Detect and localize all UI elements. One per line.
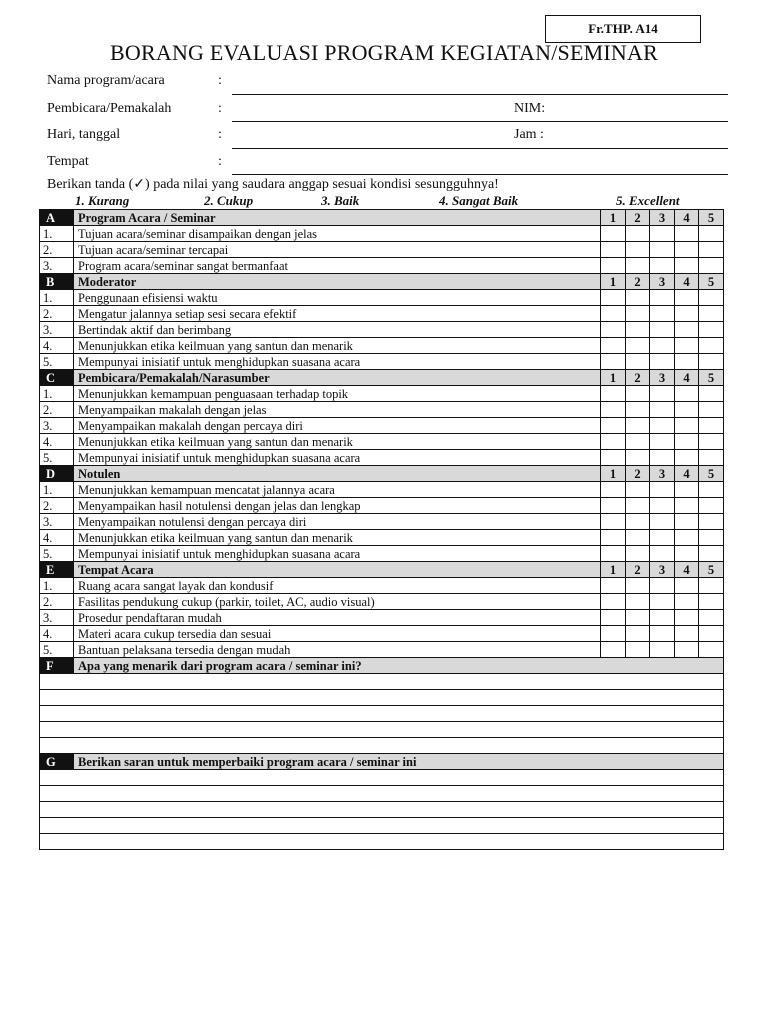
program-name-field[interactable] (232, 94, 728, 95)
rating-cell[interactable] (601, 418, 626, 434)
rating-cell[interactable] (699, 530, 724, 546)
rating-cell[interactable] (675, 530, 699, 546)
colon: : (218, 154, 222, 169)
rating-cell[interactable] (626, 514, 650, 530)
rating-cell[interactable] (699, 450, 724, 466)
section-title: Tempat Acara (74, 562, 601, 578)
criteria-number: 3. (40, 514, 74, 530)
criteria-number: 5. (40, 450, 74, 466)
criteria-text: Menunjukkan kemampuan penguasaan terhadap topik (74, 386, 601, 402)
question-header-row (40, 658, 724, 674)
rating-cell[interactable] (675, 402, 699, 418)
rating-cell[interactable] (650, 290, 675, 306)
rating-cell[interactable] (601, 530, 626, 546)
score-header: 1 (601, 370, 626, 386)
scale-label: 1. Kurang (75, 193, 130, 208)
criteria-row (40, 482, 724, 498)
criteria-number: 3. (40, 610, 74, 626)
speaker-label: Pembicara/Pemakalah (47, 101, 172, 116)
answer-cell[interactable] (40, 802, 724, 818)
rating-cell[interactable] (675, 338, 699, 354)
criteria-text: Bantuan pelaksana tersedia dengan mudah (74, 642, 601, 658)
rating-cell[interactable] (675, 594, 699, 610)
rating-cell[interactable] (675, 610, 699, 626)
rating-cell[interactable] (626, 610, 650, 626)
score-header: 2 (626, 370, 650, 386)
rating-cell[interactable] (601, 434, 626, 450)
criteria-number: 5. (40, 354, 74, 370)
criteria-number: 2. (40, 306, 74, 322)
score-header: 3 (650, 370, 675, 386)
rating-cell[interactable] (699, 434, 724, 450)
program-name-label: Nama program/acara (47, 73, 165, 88)
rating-cell[interactable] (626, 418, 650, 434)
rating-cell[interactable] (601, 642, 626, 658)
rating-cell[interactable] (601, 242, 626, 258)
speaker-field[interactable] (232, 121, 728, 122)
rating-cell[interactable] (601, 226, 626, 242)
criteria-text: Menunjukkan etika keilmuan yang santun dan menarik (74, 530, 601, 546)
criteria-text: Materi acara cukup tersedia dan sesuai (74, 626, 601, 642)
criteria-row (40, 306, 724, 322)
answer-line[interactable] (40, 770, 724, 786)
answer-cell[interactable] (40, 722, 724, 738)
score-header: 4 (675, 210, 699, 226)
criteria-text: Menyampaikan hasil notulensi dengan jelas dan lengkap (74, 498, 601, 514)
rating-cell[interactable] (650, 642, 675, 658)
answer-line[interactable] (40, 818, 724, 834)
answer-cell[interactable] (40, 738, 724, 754)
criteria-row (40, 450, 724, 466)
answer-cell[interactable] (40, 818, 724, 834)
form-code: Fr.THP. A14 (588, 21, 658, 36)
criteria-text: Menyampaikan makalah dengan jelas (74, 402, 601, 418)
nim-label: NIM: (514, 101, 546, 116)
rating-cell[interactable] (626, 258, 650, 274)
rating-cell[interactable] (650, 482, 675, 498)
rating-cell[interactable] (626, 546, 650, 562)
section-header-row (40, 466, 724, 482)
score-header: 3 (650, 466, 675, 482)
answer-line[interactable] (40, 690, 724, 706)
criteria-text: Mengatur jalannya setiap sesi secara efektif (74, 306, 601, 322)
page-title: BORANG EVALUASI PROGRAM KEGIATAN/SEMINAR (110, 40, 658, 65)
rating-cell[interactable] (601, 306, 626, 322)
answer-cell[interactable] (40, 770, 724, 786)
rating-cell[interactable] (675, 546, 699, 562)
rating-cell[interactable] (626, 226, 650, 242)
rating-cell[interactable] (699, 610, 724, 626)
criteria-text: Ruang acara sangat layak dan kondusif (74, 578, 601, 594)
rating-cell[interactable] (650, 434, 675, 450)
criteria-row (40, 386, 724, 402)
criteria-row (40, 322, 724, 338)
score-header: 4 (675, 274, 699, 290)
rating-cell[interactable] (626, 578, 650, 594)
rating-cell[interactable] (675, 626, 699, 642)
criteria-text: Program acara/seminar sangat bermanfaat (74, 258, 601, 274)
colon: : (218, 127, 222, 142)
criteria-text: Bertindak aktif dan berimbang (74, 322, 601, 338)
criteria-row (40, 546, 724, 562)
rating-cell[interactable] (601, 546, 626, 562)
score-header: 2 (626, 274, 650, 290)
scale-label: 4. Sangat Baik (439, 193, 519, 208)
section-title: Pembicara/Pemakalah/Narasumber (74, 370, 601, 386)
rating-cell[interactable] (650, 530, 675, 546)
score-header: 3 (650, 210, 675, 226)
section-header-row (40, 210, 724, 226)
rating-cell[interactable] (626, 498, 650, 514)
rating-cell[interactable] (699, 482, 724, 498)
rating-cell[interactable] (675, 450, 699, 466)
criteria-row (40, 610, 724, 626)
criteria-text: Prosedur pendaftaran mudah (74, 610, 601, 626)
criteria-row (40, 642, 724, 658)
rating-cell[interactable] (699, 642, 724, 658)
rating-cell[interactable] (699, 626, 724, 642)
criteria-number: 3. (40, 322, 74, 338)
section-title: Notulen (74, 466, 601, 482)
rating-cell[interactable] (675, 354, 699, 370)
rating-cell[interactable] (601, 322, 626, 338)
criteria-text: Menunjukkan kemampuan mencatat jalannya acara (74, 482, 601, 498)
answer-cell[interactable] (40, 786, 724, 802)
criteria-row (40, 498, 724, 514)
criteria-number: 3. (40, 418, 74, 434)
rating-cell[interactable] (650, 402, 675, 418)
rating-cell[interactable] (699, 402, 724, 418)
criteria-number: 2. (40, 242, 74, 258)
rating-cell[interactable] (601, 290, 626, 306)
rating-cell[interactable] (601, 338, 626, 354)
rating-cell[interactable] (626, 642, 650, 658)
section-title: Program Acara / Seminar (74, 210, 601, 226)
criteria-text: Mempunyai inisiatif untuk menghidupkan suasana acara (74, 450, 601, 466)
rating-cell[interactable] (626, 402, 650, 418)
section-letter: G (40, 754, 74, 770)
score-header: 4 (675, 562, 699, 578)
answer-line[interactable] (40, 834, 724, 850)
score-header: 5 (699, 370, 724, 386)
answer-cell[interactable] (40, 834, 724, 850)
section-letter: E (40, 562, 74, 578)
criteria-row (40, 530, 724, 546)
rating-cell[interactable] (650, 418, 675, 434)
question-title: Berikan saran untuk memperbaiki program acara / seminar ini (74, 754, 724, 770)
scale-label: 5. Excellent (616, 193, 680, 208)
rating-cell[interactable] (601, 402, 626, 418)
rating-cell[interactable] (675, 226, 699, 242)
criteria-text: Penggunaan efisiensi waktu (74, 290, 601, 306)
answer-cell[interactable] (40, 690, 724, 706)
rating-cell[interactable] (626, 530, 650, 546)
score-header: 5 (699, 562, 724, 578)
rating-cell[interactable] (675, 386, 699, 402)
criteria-row (40, 514, 724, 530)
rating-cell[interactable] (650, 514, 675, 530)
criteria-row (40, 226, 724, 242)
rating-cell[interactable] (601, 450, 626, 466)
rating-cell[interactable] (626, 338, 650, 354)
rating-cell[interactable] (699, 354, 724, 370)
rating-cell[interactable] (601, 354, 626, 370)
rating-cell[interactable] (650, 306, 675, 322)
rating-cell[interactable] (699, 290, 724, 306)
rating-cell[interactable] (650, 546, 675, 562)
rating-cell[interactable] (675, 498, 699, 514)
rating-cell[interactable] (601, 626, 626, 642)
score-header: 4 (675, 370, 699, 386)
rating-cell[interactable] (699, 322, 724, 338)
criteria-row (40, 290, 724, 306)
question-title: Apa yang menarik dari program acara / seminar ini? (74, 658, 724, 674)
rating-cell[interactable] (650, 338, 675, 354)
criteria-row (40, 418, 724, 434)
criteria-text: Menunjukkan etika keilmuan yang santun dan menarik (74, 434, 601, 450)
answer-cell[interactable] (40, 706, 724, 722)
scale-label: 3. Baik (321, 193, 360, 208)
rating-cell[interactable] (601, 578, 626, 594)
rating-cell[interactable] (699, 418, 724, 434)
criteria-text: Tujuan acara/seminar disampaikan dengan jelas (74, 226, 601, 242)
rating-cell[interactable] (675, 578, 699, 594)
criteria-number: 4. (40, 626, 74, 642)
rating-cell[interactable] (626, 450, 650, 466)
rating-cell[interactable] (626, 482, 650, 498)
form-code-box (545, 15, 701, 43)
score-header: 2 (626, 466, 650, 482)
rating-cell[interactable] (601, 610, 626, 626)
criteria-number: 4. (40, 530, 74, 546)
rating-cell[interactable] (699, 258, 724, 274)
rating-cell[interactable] (650, 594, 675, 610)
criteria-number: 5. (40, 546, 74, 562)
rating-cell[interactable] (650, 450, 675, 466)
criteria-text: Menyampaikan notulensi dengan percaya diri (74, 514, 601, 530)
criteria-text: Menunjukkan etika keilmuan yang santun dan menarik (74, 338, 601, 354)
answer-cell[interactable] (40, 674, 724, 690)
rating-cell[interactable] (626, 306, 650, 322)
rating-cell[interactable] (626, 594, 650, 610)
section-letter: D (40, 466, 74, 482)
criteria-number: 2. (40, 594, 74, 610)
rating-cell[interactable] (675, 258, 699, 274)
rating-cell[interactable] (675, 514, 699, 530)
criteria-row (40, 258, 724, 274)
rating-cell[interactable] (650, 610, 675, 626)
rating-cell[interactable] (675, 306, 699, 322)
criteria-row (40, 578, 724, 594)
rating-cell[interactable] (626, 354, 650, 370)
question-header-row (40, 754, 724, 770)
rating-cell[interactable] (601, 258, 626, 274)
rating-cell[interactable] (626, 242, 650, 258)
score-header: 4 (675, 466, 699, 482)
rating-cell[interactable] (699, 226, 724, 242)
rating-cell[interactable] (650, 578, 675, 594)
rating-cell[interactable] (699, 514, 724, 530)
score-header: 5 (699, 210, 724, 226)
score-header: 5 (699, 274, 724, 290)
score-header: 3 (650, 274, 675, 290)
criteria-number: 1. (40, 386, 74, 402)
date-label: Hari, tanggal (47, 127, 121, 142)
section-letter: B (40, 274, 74, 290)
rating-cell[interactable] (650, 226, 675, 242)
criteria-number: 2. (40, 498, 74, 514)
rating-cell[interactable] (675, 434, 699, 450)
rating-scale-legend (0, 193, 768, 209)
rating-cell[interactable] (650, 322, 675, 338)
rating-cell[interactable] (650, 386, 675, 402)
rating-cell[interactable] (626, 322, 650, 338)
answer-line[interactable] (40, 706, 724, 722)
criteria-row (40, 338, 724, 354)
rating-cell[interactable] (601, 594, 626, 610)
criteria-number: 1. (40, 578, 74, 594)
colon: : (218, 101, 222, 116)
rating-cell[interactable] (699, 498, 724, 514)
rating-cell[interactable] (650, 498, 675, 514)
section-letter: A (40, 210, 74, 226)
rating-cell[interactable] (601, 386, 626, 402)
answer-line[interactable] (40, 786, 724, 802)
criteria-number: 1. (40, 226, 74, 242)
rating-cell[interactable] (699, 306, 724, 322)
rating-cell[interactable] (699, 242, 724, 258)
score-header: 5 (699, 466, 724, 482)
section-header-row (40, 562, 724, 578)
date-field[interactable] (232, 148, 728, 149)
answer-line[interactable] (40, 674, 724, 690)
score-header: 1 (601, 210, 626, 226)
criteria-text: Menyampaikan makalah dengan percaya diri (74, 418, 601, 434)
rating-cell[interactable] (650, 258, 675, 274)
section-letter: F (40, 658, 74, 674)
rating-cell[interactable] (650, 626, 675, 642)
criteria-text: Mempunyai inisiatif untuk menghidupkan suasana acara (74, 546, 601, 562)
criteria-number: 5. (40, 642, 74, 658)
rating-cell[interactable] (675, 290, 699, 306)
criteria-row (40, 626, 724, 642)
score-header: 1 (601, 274, 626, 290)
rating-cell[interactable] (699, 594, 724, 610)
rating-cell[interactable] (626, 386, 650, 402)
rating-cell[interactable] (601, 482, 626, 498)
score-header: 2 (626, 210, 650, 226)
criteria-row (40, 242, 724, 258)
answer-line[interactable] (40, 722, 724, 738)
place-field[interactable] (232, 174, 728, 175)
rating-cell[interactable] (626, 626, 650, 642)
section-header-row (40, 370, 724, 386)
rating-cell[interactable] (601, 514, 626, 530)
rating-cell[interactable] (675, 642, 699, 658)
rating-cell[interactable] (675, 418, 699, 434)
rating-cell[interactable] (699, 546, 724, 562)
time-label: Jam : (514, 127, 544, 142)
section-title: Moderator (74, 274, 601, 290)
rating-cell[interactable] (650, 242, 675, 258)
colon: : (218, 73, 222, 88)
criteria-number: 4. (40, 434, 74, 450)
score-header: 3 (650, 562, 675, 578)
criteria-text: Mempunyai inisiatif untuk menghidupkan suasana acara (74, 354, 601, 370)
section-header-row (40, 274, 724, 290)
criteria-row (40, 354, 724, 370)
rating-cell[interactable] (675, 482, 699, 498)
score-header: 1 (601, 562, 626, 578)
rating-cell[interactable] (650, 354, 675, 370)
rating-cell[interactable] (699, 386, 724, 402)
rating-cell[interactable] (699, 578, 724, 594)
criteria-row (40, 434, 724, 450)
section-letter: C (40, 370, 74, 386)
evaluation-table (39, 209, 724, 850)
criteria-number: 1. (40, 290, 74, 306)
place-label: Tempat (47, 154, 89, 169)
rating-cell[interactable] (601, 498, 626, 514)
rating-cell[interactable] (675, 242, 699, 258)
rating-cell[interactable] (699, 338, 724, 354)
criteria-number: 4. (40, 338, 74, 354)
score-header: 1 (601, 466, 626, 482)
answer-line[interactable] (40, 738, 724, 754)
score-header: 2 (626, 562, 650, 578)
instruction-text: Berikan tanda (✓) pada nilai yang saudara anggap sesuai kondisi sesungguhnya! (47, 177, 499, 192)
rating-cell[interactable] (626, 434, 650, 450)
scale-label: 2. Cukup (204, 193, 254, 208)
rating-cell[interactable] (626, 290, 650, 306)
criteria-number: 2. (40, 402, 74, 418)
answer-line[interactable] (40, 802, 724, 818)
criteria-text: Fasilitas pendukung cukup (parkir, toilet, AC, audio visual) (74, 594, 601, 610)
rating-cell[interactable] (675, 322, 699, 338)
criteria-row (40, 594, 724, 610)
criteria-number: 1. (40, 482, 74, 498)
criteria-row (40, 402, 724, 418)
criteria-number: 3. (40, 258, 74, 274)
criteria-text: Tujuan acara/seminar tercapai (74, 242, 601, 258)
